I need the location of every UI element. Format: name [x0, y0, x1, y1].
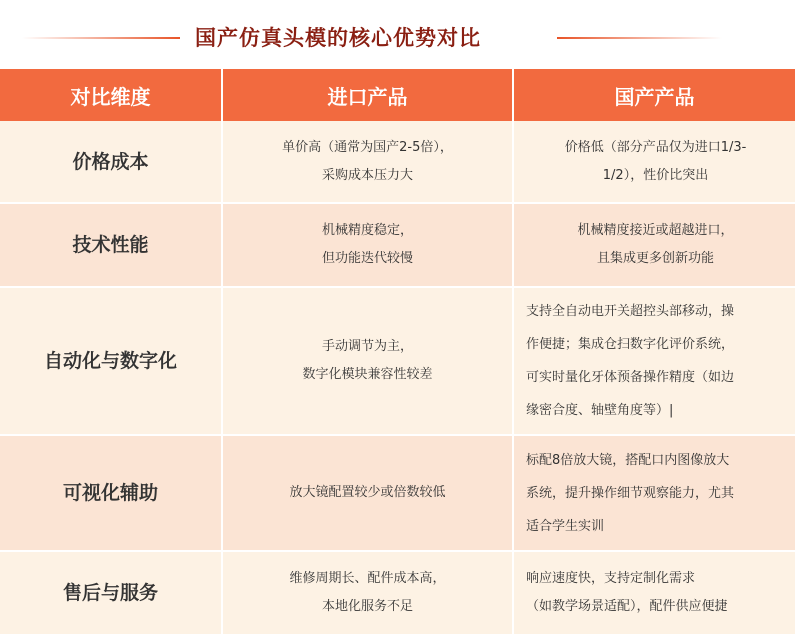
cell-line: 标配8倍放大镜，搭配口内图像放大	[526, 452, 730, 468]
table-header-row	[0, 69, 795, 121]
cell-line: 响应速度快，支持定制化需求	[526, 571, 696, 586]
comparison-table	[0, 69, 795, 636]
dimension-cell: 可视化辅助	[0, 435, 222, 551]
cell-line: 系统，提升操作细节观察能力，尤其	[526, 485, 735, 501]
imported-cell	[222, 551, 513, 635]
cell-line: 手动调节为主，	[321, 339, 413, 354]
cell-line: 但功能迭代较慢	[321, 251, 413, 266]
cell-line: 适合学生实训	[526, 518, 605, 534]
title-divider-right	[557, 37, 722, 39]
dimension-cell: 技术性能	[0, 203, 222, 287]
cell-line: 缘密合度、轴壁角度等）|	[526, 403, 674, 418]
imported-cell	[222, 121, 513, 203]
cell-line: 放大镜配置较少或倍数较低	[289, 485, 446, 500]
cell-line: 维修周期长、配件成本高，	[289, 571, 446, 586]
domestic-cell	[513, 203, 795, 287]
cell-line: （如教学场景适配），配件供应便捷	[526, 599, 728, 614]
imported-cell	[222, 287, 513, 435]
table-row	[0, 435, 795, 551]
table-row	[0, 203, 795, 287]
domestic-cell	[513, 551, 795, 635]
cell-line: 支持全自动电开关超控头部移动，操	[526, 304, 735, 319]
page-title: 国产仿真头模的核心优势对比	[195, 26, 481, 50]
cell-line: 单价高（通常为国产2-5倍），	[282, 139, 453, 155]
dimension-cell: 价格成本	[0, 121, 222, 203]
imported-cell	[222, 435, 513, 551]
cell-line: 价格低（部分产品仅为进口1/3-	[564, 139, 747, 155]
cell-line: 作便捷；集成仓扫数字化评价系统，	[526, 337, 735, 352]
dimension-cell: 售后与服务	[0, 551, 222, 635]
cell-line: 数字化模块兼容性较差	[302, 367, 433, 382]
cell-line: 本地化服务不足	[321, 599, 413, 614]
cell-line: 1/2），性价比突出	[602, 167, 709, 183]
imported-cell	[222, 203, 513, 287]
table-row	[0, 287, 795, 435]
domestic-cell	[513, 435, 795, 551]
table-row	[0, 551, 795, 635]
dimension-cell: 自动化与数字化	[0, 287, 222, 435]
cell-line: 且集成更多创新功能	[596, 251, 714, 266]
cell-line: 可实时量化牙体预备操作精度（如边	[526, 370, 735, 385]
domestic-cell	[513, 287, 795, 435]
header-domestic: 国产产品	[513, 69, 795, 121]
domestic-cell	[513, 121, 795, 203]
cell-line: 机械精度接近或超越进口，	[577, 223, 734, 238]
cell-line: 机械精度稳定，	[321, 223, 413, 238]
title-divider-left	[22, 37, 180, 39]
header-dimension: 对比维度	[0, 69, 222, 121]
table-row	[0, 121, 795, 203]
cell-line: 采购成本压力大	[321, 167, 413, 183]
title-bar	[0, 0, 795, 70]
header-imported: 进口产品	[222, 69, 513, 121]
